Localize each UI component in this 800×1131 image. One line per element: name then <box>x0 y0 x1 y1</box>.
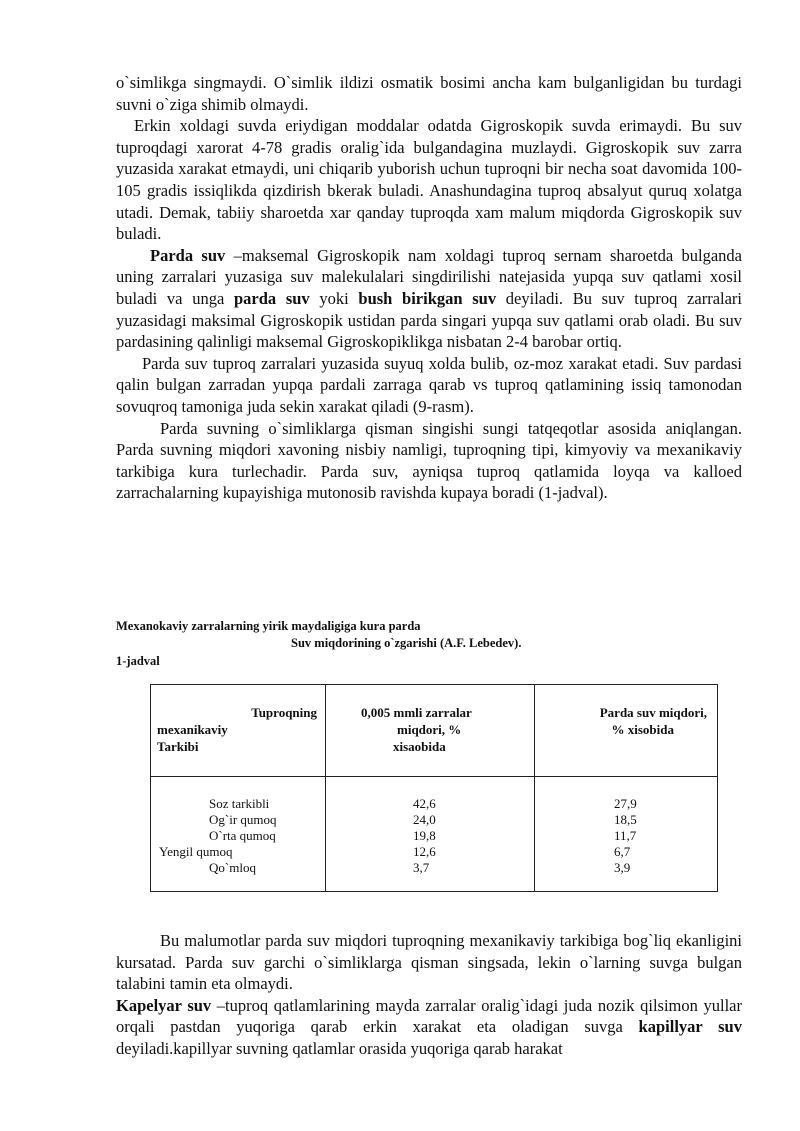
table-cell: Og`ir qumoq <box>209 812 277 827</box>
table-label: 1-jadval <box>116 654 160 668</box>
text-block-lower <box>116 930 742 1060</box>
fine-particles-column <box>413 796 436 876</box>
paragraph: Parda suv –maksemal Gigroskopik nam xoldagi tuproq sernam sharoetda bulganda uning zarralari yuzasiga suv malekulalari singdirilishi natejasida yupqa suv qatlami xosil buladi va unga parda suv yoki bush birikgan suv deyiladi. Bu suv tuproq zarralari yuzasidagi maksimal Gigroskopik ustidan parda singari yupqa suv qatlami orab oladi. Bu suv pardasining qalinligi maksemal Gigroskopiklikga nisbatan 2-4 barobar ortiq. <box>116 245 743 352</box>
table-cell: 3,7 <box>413 860 430 875</box>
term-bold: kapillyar suv <box>638 1017 742 1037</box>
table-cell: Qo`mloq <box>209 860 256 875</box>
term-bold: parda suv <box>233 288 310 308</box>
table-cell: O`rta qumoq <box>209 828 276 843</box>
term-bold: bush birikgan suv <box>358 288 497 308</box>
text-block-upper <box>116 72 742 504</box>
table-cell: 27,9 <box>614 796 637 811</box>
table-cell: 19,8 <box>413 828 436 843</box>
header-fine-particles: 0,005 mmli zarralar miqdori, % xisaobida <box>361 705 472 754</box>
table-cell: 12,6 <box>413 844 436 859</box>
paragraph: o`simlikga singmaydi. O`simlik ildizi osmatik bosimi ancha kam bulganligidan bu turdagi suvni o`ziga shimib olmaydi. <box>116 73 742 114</box>
table-cell: 18,5 <box>614 812 637 827</box>
paragraph: Kapelyar suv –tuproq qatlamlarining mayda zarralar oralig`idagi juda nozik qilsimon yullar orqali pastdan yuqoriga qarab erkin xarakat eta oladigan suvga kapillyar suv deyiladi.kapillyar suvning qatlamlar orasida yuqoriga qarab harakat <box>116 995 742 1058</box>
paragraph: Parda suvning o`simliklarga qisman singishi sungi tatqeqotlar asosida aniqlangan. Parda suvning miqdori xavoning nisbiy namligi, tuproqning tipi, kimyoviy va mexanikaviy tarkibiga kura turlechadir. Parda suv, ayniqsa tuproq qatlamida loyqa va kalloed zarrachalarning kupayishiga mutonosib ravishda kupaya boradi (1-jadval). <box>116 418 742 503</box>
soil-type-column <box>159 796 277 876</box>
term-bold: Parda suv <box>150 245 226 265</box>
paragraph: Parda suv tuproq zarralari yuzasida suyuq xolda bulib, oz-moz xarakat etadi. Suv pardasi qalin bulgan zarradan yupqa pardali zarraga qarab vs tuproq qatlamining issiq tamonodan sovuqroq tamoniga juda sekin xarakat qiladi (9-rasm). <box>116 353 742 416</box>
table-cell: 3,9 <box>614 860 631 875</box>
table-caption-line2: Suv miqdorining o`zgarishi (A.F. Lebedev). <box>291 636 522 650</box>
header-soil-composition: Tuproqning mexanikaviy Tarkibi <box>157 705 317 754</box>
data-table <box>150 684 718 892</box>
table-caption-line1: Mexanokaviy zarralarning yirik maydaligiga kura parda <box>116 619 421 633</box>
term-bold: Kapelyar suv <box>116 995 212 1015</box>
header-divider <box>151 776 717 777</box>
table-cell: Soz tarkibli <box>209 796 270 811</box>
paragraph: Bu malumotlar parda suv miqdori tuproqning mexanikaviy tarkibiga bog`liq ekanligini kursatad. Parda suv garchi o`simliklarga qisman singsada, lekin o`larning suvga bulgan talabini tamin eta olmaydi. <box>116 931 742 994</box>
table-cell: 11,7 <box>614 828 637 843</box>
table-cell: 42,6 <box>413 796 436 811</box>
film-water-column <box>614 796 637 876</box>
header-film-water: Parda suv miqdori, % xisobida <box>599 705 707 737</box>
paragraph: Erkin xoldagi suvda eriydigan moddalar odatda Gigroskopik suvda erimaydi. Bu suv tuproqdagi xarorat 4-78 gradis oralig`ida bulgandagina muzlaydi. Gigroskopik suv zarra yuzasida xarakat etmaydi, uni chiqarib yuborish uchun tuproqni bir necha soat davomida 100-105 gradis issiqlikda qizdirish bkerak buladi. Anashundagina tuproq absalyut quruq xolatga utadi. Demak, tabiiy sharoetda xar qanday tuproqda xam malum miqdorda Gigroskopik suv buladi. <box>116 116 742 244</box>
column-divider <box>325 685 326 891</box>
table-cell: 6,7 <box>614 844 631 859</box>
table-cell: Yengil qumoq <box>159 844 233 859</box>
table-cell: 24,0 <box>413 812 436 827</box>
